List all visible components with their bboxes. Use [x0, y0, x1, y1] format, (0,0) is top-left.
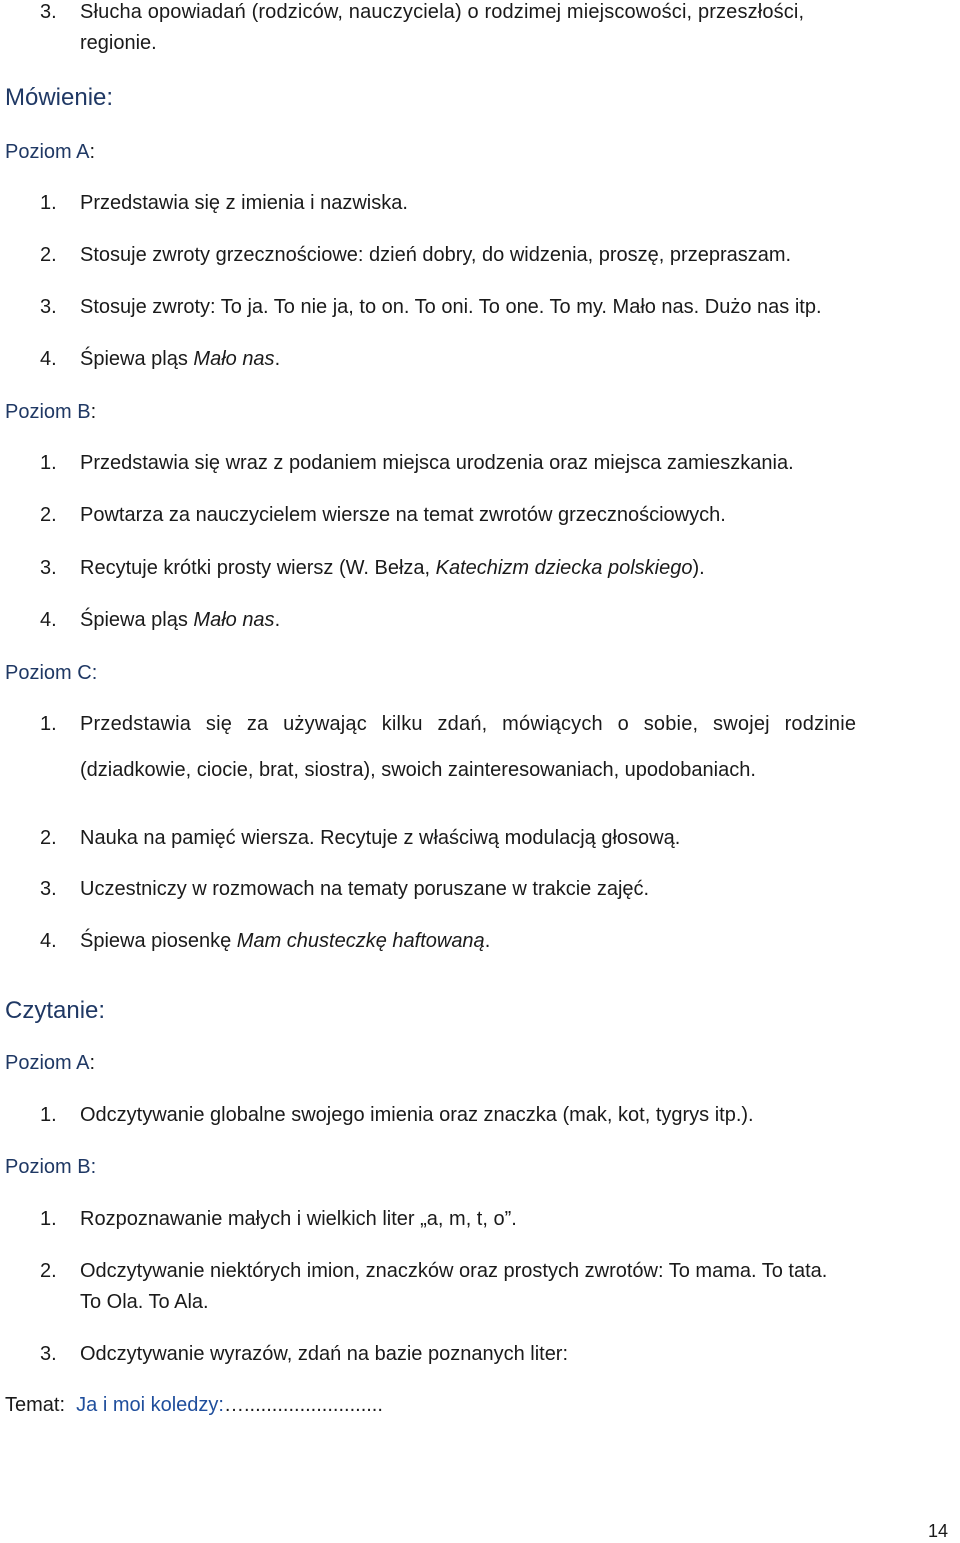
list-item: 2. Nauka na pamięć wiersza. Recytuje z właściwą modulacją głosową.: [40, 827, 681, 849]
list-item: 1. Przedstawia się z imienia i nazwiska.: [40, 192, 408, 214]
list-item: 3. Stosuje zwroty: To ja. To nie ja, to on. To oni. To one. To my. Mało nas. Dużo nas itp.: [40, 296, 822, 318]
section-heading-czytanie: Czytanie:: [5, 997, 106, 1024]
list-item-continuation: To Ola. To Ala.: [80, 1291, 209, 1313]
list-item: 1. Przedstawia się za używając kilku zdań, mówiących o sobie, swojej rodzinie: [40, 713, 857, 735]
list-item: 1. Odczytywanie globalne swojego imienia oraz znaczka (mak, kot, tygrys itp.).: [40, 1104, 754, 1126]
list-item: 2. Odczytywanie niektórych imion, znaczków oraz prostych zwrotów: To mama. To tata.: [40, 1260, 828, 1282]
list-item: 3. Recytuje krótki prosty wiersz (W. Bełza, Katechizm dziecka polskiego).: [40, 557, 705, 579]
list-item-continuation: (dziadkowie, ciocie, brat, siostra), swoich zainteresowaniach, upodobaniach.: [80, 759, 756, 781]
list-item: 4. Śpiewa pląs Mało nas.: [40, 348, 281, 370]
list-item: 3. Uczestniczy w rozmowach na tematy poruszane w trakcie zajęć.: [40, 878, 650, 900]
list-item: 4. Śpiewa piosenkę Mam chusteczkę haftowaną.: [40, 930, 491, 952]
list-item: 3. Odczytywanie wyrazów, zdań na bazie poznanych liter:: [40, 1343, 569, 1365]
list-item: 2. Powtarza za nauczycielem wiersze na temat zwrotów grzecznościowych.: [40, 504, 726, 526]
level-heading: Poziom B:: [5, 401, 97, 423]
page-number: 14: [927, 1521, 948, 1541]
level-heading: Poziom A:: [5, 1052, 96, 1074]
list-item: 1. Rozpoznawanie małych i wielkich liter „a, m, t, o”.: [40, 1208, 517, 1230]
section-heading-mowienie: Mówienie:: [5, 84, 114, 111]
level-heading: Poziom C:: [5, 662, 98, 684]
level-heading: Poziom A:: [5, 141, 96, 163]
topic-line: Temat: Ja i moi koledzy:….........................: [5, 1394, 383, 1416]
level-heading: Poziom B:: [5, 1156, 97, 1178]
list-item: 3. Słucha opowiadań (rodziców, nauczyciela) o rodzimej miejscowości, przeszłości,: [40, 1, 805, 23]
list-item-continuation: regionie.: [80, 32, 157, 54]
list-item: 2. Stosuje zwroty grzecznościowe: dzień dobry, do widzenia, proszę, przepraszam.: [40, 244, 792, 266]
list-item: 1. Przedstawia się wraz z podaniem miejsca urodzenia oraz miejsca zamieszkania.: [40, 452, 794, 474]
list-item: 4. Śpiewa pląs Mało nas.: [40, 609, 281, 631]
